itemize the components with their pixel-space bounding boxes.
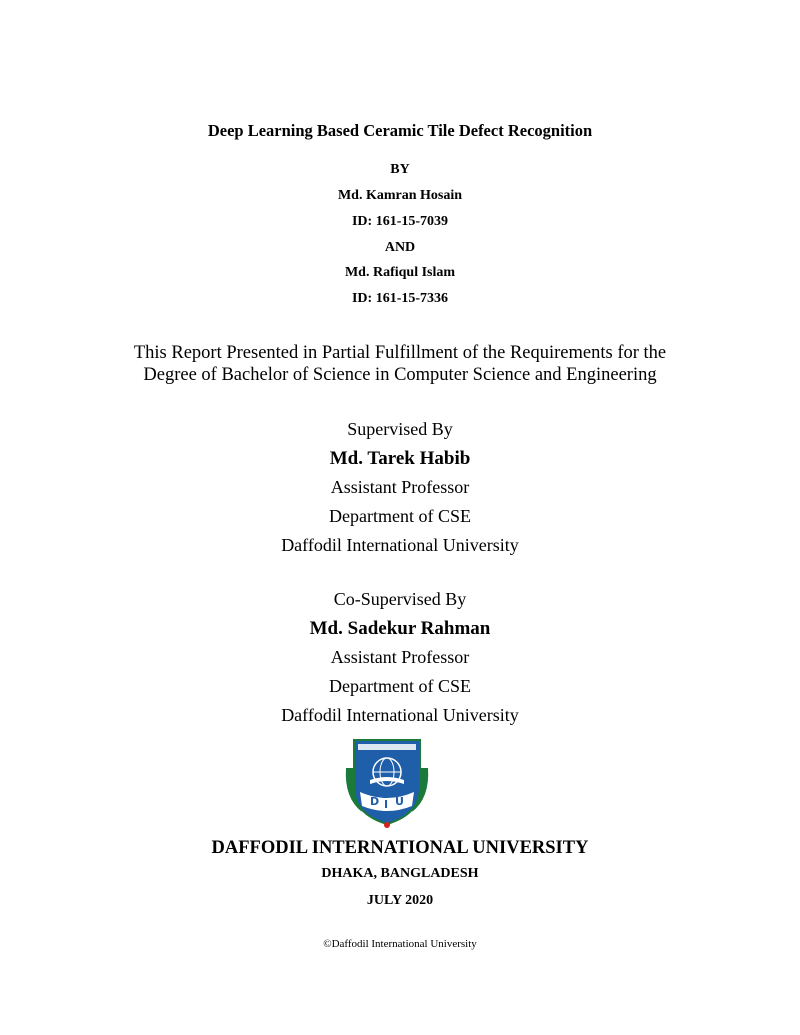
- supervisor-designation: Assistant Professor: [330, 477, 470, 497]
- co-supervisor-university: Daffodil International University: [281, 705, 519, 725]
- author-name-2: Md. Rafiqul Islam: [344, 265, 456, 280]
- by-label: BY: [390, 162, 410, 177]
- co-supervisor-department: Department of CSE: [329, 676, 471, 696]
- supervisor-university: Daffodil International University: [281, 535, 519, 555]
- copyright-notice: ©Daffodil International University: [323, 938, 477, 950]
- report-title: Deep Learning Based Ceramic Tile Defect Recognition: [207, 121, 593, 140]
- author-id-2: ID: 161-15-7336: [351, 291, 449, 306]
- location: DHAKA, BANGLADESH: [321, 866, 479, 881]
- institution-name: DAFFODIL INTERNATIONAL UNIVERSITY: [211, 838, 589, 858]
- author-name-1: Md. Kamran Hosain: [337, 188, 463, 203]
- university-crest-icon: [340, 734, 434, 828]
- co-supervisor-heading: Co-Supervised By: [333, 589, 467, 609]
- supervisor-heading: Supervised By: [347, 419, 453, 439]
- svg-text:D: D: [370, 795, 380, 808]
- svg-text:I: I: [384, 798, 389, 811]
- statement-line-2: Degree of Bachelor of Science in Computer Science and Engineering: [143, 365, 657, 385]
- supervisor-department: Department of CSE: [329, 506, 471, 526]
- co-supervisor-designation: Assistant Professor: [330, 647, 470, 667]
- submission-date: JULY 2020: [366, 893, 434, 908]
- svg-text:U: U: [395, 795, 404, 808]
- author-id-1: ID: 161-15-7039: [351, 214, 449, 229]
- statement-line-1: This Report Presented in Partial Fulfillment of the Requirements for the: [133, 343, 667, 363]
- co-supervisor-name: Md. Sadekur Rahman: [309, 618, 491, 639]
- supervisor-name: Md. Tarek Habib: [329, 448, 471, 469]
- and-label: AND: [384, 240, 416, 255]
